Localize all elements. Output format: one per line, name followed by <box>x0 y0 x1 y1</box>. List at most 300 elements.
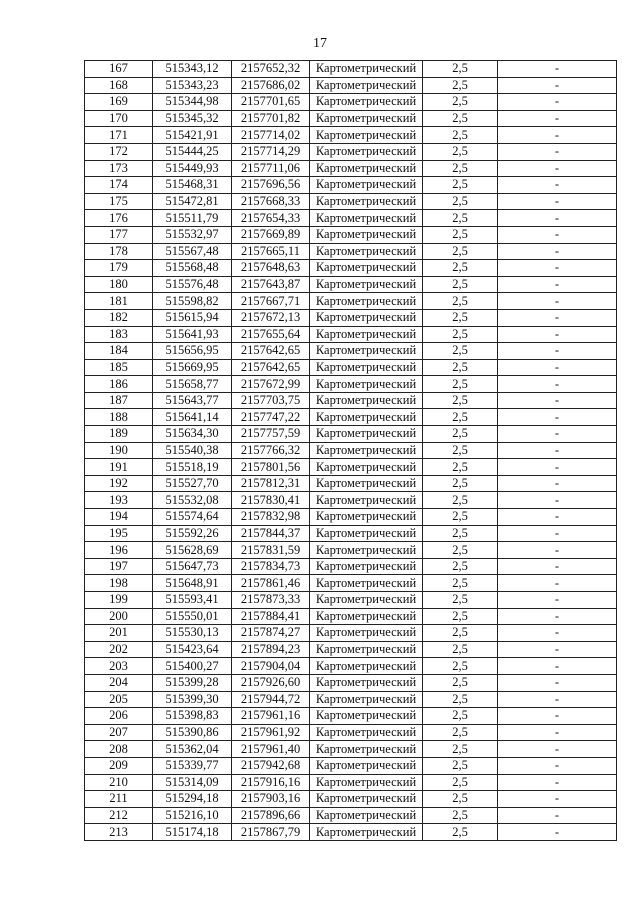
table-row <box>85 741 617 758</box>
method-cell: Картометрический <box>310 774 423 791</box>
table-row <box>85 61 617 78</box>
accuracy-cell: 2,5 <box>423 359 498 376</box>
table-row <box>85 210 617 227</box>
accuracy-cell: 2,5 <box>423 625 498 642</box>
accuracy-cell: 2,5 <box>423 674 498 691</box>
table-row <box>85 708 617 725</box>
x-coordinate-cell: 515399,30 <box>153 691 232 708</box>
y-coordinate-cell: 2157904,04 <box>232 658 310 675</box>
method-cell: Картометрический <box>310 509 423 526</box>
table-row <box>85 110 617 127</box>
description-cell: - <box>498 608 617 625</box>
accuracy-cell: 2,5 <box>423 509 498 526</box>
point-number-cell: 207 <box>85 724 153 741</box>
description-cell: - <box>498 127 617 144</box>
table-row <box>85 575 617 592</box>
table-row <box>85 492 617 509</box>
point-number-cell: 193 <box>85 492 153 509</box>
y-coordinate-cell: 2157701,65 <box>232 94 310 111</box>
y-coordinate-cell: 2157861,46 <box>232 575 310 592</box>
y-coordinate-cell: 2157642,65 <box>232 343 310 360</box>
description-cell: - <box>498 641 617 658</box>
y-coordinate-cell: 2157896,66 <box>232 807 310 824</box>
method-cell: Картометрический <box>310 409 423 426</box>
table-row <box>85 525 617 542</box>
point-number-cell: 194 <box>85 509 153 526</box>
accuracy-cell: 2,5 <box>423 741 498 758</box>
description-cell: - <box>498 592 617 609</box>
y-coordinate-cell: 2157669,89 <box>232 226 310 243</box>
x-coordinate-cell: 515421,91 <box>153 127 232 144</box>
y-coordinate-cell: 2157654,33 <box>232 210 310 227</box>
x-coordinate-cell: 515658,77 <box>153 376 232 393</box>
y-coordinate-cell: 2157672,99 <box>232 376 310 393</box>
table-row <box>85 127 617 144</box>
x-coordinate-cell: 515641,93 <box>153 326 232 343</box>
method-cell: Картометрический <box>310 359 423 376</box>
accuracy-cell: 2,5 <box>423 558 498 575</box>
accuracy-cell: 2,5 <box>423 475 498 492</box>
point-number-cell: 197 <box>85 558 153 575</box>
description-cell: - <box>498 77 617 94</box>
y-coordinate-cell: 2157655,64 <box>232 326 310 343</box>
accuracy-cell: 2,5 <box>423 774 498 791</box>
x-coordinate-cell: 515527,70 <box>153 475 232 492</box>
point-number-cell: 187 <box>85 392 153 409</box>
method-cell: Картометрический <box>310 193 423 210</box>
accuracy-cell: 2,5 <box>423 326 498 343</box>
y-coordinate-cell: 2157686,02 <box>232 77 310 94</box>
accuracy-cell: 2,5 <box>423 658 498 675</box>
point-number-cell: 173 <box>85 160 153 177</box>
point-number-cell: 170 <box>85 110 153 127</box>
description-cell: - <box>498 210 617 227</box>
x-coordinate-cell: 515628,69 <box>153 542 232 559</box>
point-number-cell: 184 <box>85 343 153 360</box>
table-row <box>85 409 617 426</box>
x-coordinate-cell: 515314,09 <box>153 774 232 791</box>
accuracy-cell: 2,5 <box>423 94 498 111</box>
point-number-cell: 172 <box>85 143 153 160</box>
y-coordinate-cell: 2157926,60 <box>232 674 310 691</box>
accuracy-cell: 2,5 <box>423 409 498 426</box>
y-coordinate-cell: 2157696,56 <box>232 177 310 194</box>
method-cell: Картометрический <box>310 77 423 94</box>
table-row <box>85 177 617 194</box>
accuracy-cell: 2,5 <box>423 376 498 393</box>
x-coordinate-cell: 515669,95 <box>153 359 232 376</box>
point-number-cell: 202 <box>85 641 153 658</box>
y-coordinate-cell: 2157942,68 <box>232 757 310 774</box>
method-cell: Картометрический <box>310 260 423 277</box>
y-coordinate-cell: 2157714,29 <box>232 143 310 160</box>
table-row <box>85 442 617 459</box>
coordinates-table <box>84 60 617 841</box>
point-number-cell: 209 <box>85 757 153 774</box>
y-coordinate-cell: 2157711,06 <box>232 160 310 177</box>
table-row <box>85 824 617 841</box>
table-row <box>85 376 617 393</box>
point-number-cell: 188 <box>85 409 153 426</box>
x-coordinate-cell: 515449,93 <box>153 160 232 177</box>
coordinates-table-body <box>85 61 617 841</box>
accuracy-cell: 2,5 <box>423 309 498 326</box>
table-row <box>85 558 617 575</box>
point-number-cell: 211 <box>85 791 153 808</box>
description-cell: - <box>498 791 617 808</box>
table-row <box>85 592 617 609</box>
y-coordinate-cell: 2157665,11 <box>232 243 310 260</box>
point-number-cell: 169 <box>85 94 153 111</box>
description-cell: - <box>498 558 617 575</box>
y-coordinate-cell: 2157834,73 <box>232 558 310 575</box>
point-number-cell: 201 <box>85 625 153 642</box>
point-number-cell: 175 <box>85 193 153 210</box>
accuracy-cell: 2,5 <box>423 127 498 144</box>
table-row <box>85 260 617 277</box>
x-coordinate-cell: 515568,48 <box>153 260 232 277</box>
y-coordinate-cell: 2157844,37 <box>232 525 310 542</box>
point-number-cell: 210 <box>85 774 153 791</box>
point-number-cell: 180 <box>85 276 153 293</box>
method-cell: Картометрический <box>310 791 423 808</box>
description-cell: - <box>498 260 617 277</box>
x-coordinate-cell: 515656,95 <box>153 343 232 360</box>
table-row <box>85 426 617 443</box>
description-cell: - <box>498 741 617 758</box>
method-cell: Картометрический <box>310 442 423 459</box>
description-cell: - <box>498 525 617 542</box>
table-row <box>85 459 617 476</box>
table-row <box>85 392 617 409</box>
description-cell: - <box>498 658 617 675</box>
point-number-cell: 189 <box>85 426 153 443</box>
accuracy-cell: 2,5 <box>423 757 498 774</box>
accuracy-cell: 2,5 <box>423 210 498 227</box>
accuracy-cell: 2,5 <box>423 160 498 177</box>
x-coordinate-cell: 515540,38 <box>153 442 232 459</box>
y-coordinate-cell: 2157832,98 <box>232 509 310 526</box>
accuracy-cell: 2,5 <box>423 177 498 194</box>
x-coordinate-cell: 515598,82 <box>153 293 232 310</box>
description-cell: - <box>498 61 617 78</box>
method-cell: Картометрический <box>310 674 423 691</box>
method-cell: Картометрический <box>310 177 423 194</box>
x-coordinate-cell: 515468,31 <box>153 177 232 194</box>
description-cell: - <box>498 459 617 476</box>
method-cell: Картометрический <box>310 724 423 741</box>
x-coordinate-cell: 515400,27 <box>153 658 232 675</box>
description-cell: - <box>498 509 617 526</box>
description-cell: - <box>498 276 617 293</box>
accuracy-cell: 2,5 <box>423 791 498 808</box>
description-cell: - <box>498 475 617 492</box>
accuracy-cell: 2,5 <box>423 343 498 360</box>
y-coordinate-cell: 2157801,56 <box>232 459 310 476</box>
x-coordinate-cell: 515615,94 <box>153 309 232 326</box>
table-row <box>85 160 617 177</box>
point-number-cell: 199 <box>85 592 153 609</box>
point-number-cell: 200 <box>85 608 153 625</box>
accuracy-cell: 2,5 <box>423 77 498 94</box>
point-number-cell: 171 <box>85 127 153 144</box>
method-cell: Картометрический <box>310 741 423 758</box>
point-number-cell: 190 <box>85 442 153 459</box>
method-cell: Картометрический <box>310 326 423 343</box>
point-number-cell: 179 <box>85 260 153 277</box>
method-cell: Картометрический <box>310 525 423 542</box>
x-coordinate-cell: 515567,48 <box>153 243 232 260</box>
point-number-cell: 208 <box>85 741 153 758</box>
accuracy-cell: 2,5 <box>423 193 498 210</box>
x-coordinate-cell: 515339,77 <box>153 757 232 774</box>
method-cell: Картометрический <box>310 110 423 127</box>
table-row <box>85 359 617 376</box>
description-cell: - <box>498 542 617 559</box>
method-cell: Картометрический <box>310 608 423 625</box>
table-row <box>85 475 617 492</box>
y-coordinate-cell: 2157703,75 <box>232 392 310 409</box>
x-coordinate-cell: 515643,77 <box>153 392 232 409</box>
accuracy-cell: 2,5 <box>423 724 498 741</box>
x-coordinate-cell: 515362,04 <box>153 741 232 758</box>
description-cell: - <box>498 177 617 194</box>
table-row <box>85 309 617 326</box>
method-cell: Картометрический <box>310 658 423 675</box>
point-number-cell: 177 <box>85 226 153 243</box>
accuracy-cell: 2,5 <box>423 608 498 625</box>
accuracy-cell: 2,5 <box>423 459 498 476</box>
method-cell: Картометрический <box>310 708 423 725</box>
method-cell: Картометрический <box>310 807 423 824</box>
point-number-cell: 203 <box>85 658 153 675</box>
point-number-cell: 205 <box>85 691 153 708</box>
point-number-cell: 183 <box>85 326 153 343</box>
description-cell: - <box>498 94 617 111</box>
x-coordinate-cell: 515343,12 <box>153 61 232 78</box>
point-number-cell: 182 <box>85 309 153 326</box>
method-cell: Картометрический <box>310 127 423 144</box>
table-row <box>85 757 617 774</box>
x-coordinate-cell: 515576,48 <box>153 276 232 293</box>
accuracy-cell: 2,5 <box>423 426 498 443</box>
y-coordinate-cell: 2157894,23 <box>232 641 310 658</box>
x-coordinate-cell: 515444,25 <box>153 143 232 160</box>
table-row <box>85 343 617 360</box>
method-cell: Картометрический <box>310 61 423 78</box>
method-cell: Картометрический <box>310 691 423 708</box>
point-number-cell: 185 <box>85 359 153 376</box>
table-row <box>85 791 617 808</box>
table-row <box>85 143 617 160</box>
description-cell: - <box>498 708 617 725</box>
point-number-cell: 204 <box>85 674 153 691</box>
page-number: 17 <box>313 36 327 51</box>
y-coordinate-cell: 2157648,63 <box>232 260 310 277</box>
x-coordinate-cell: 515518,19 <box>153 459 232 476</box>
table-row <box>85 276 617 293</box>
point-number-cell: 178 <box>85 243 153 260</box>
x-coordinate-cell: 515294,18 <box>153 791 232 808</box>
point-number-cell: 168 <box>85 77 153 94</box>
accuracy-cell: 2,5 <box>423 442 498 459</box>
accuracy-cell: 2,5 <box>423 110 498 127</box>
accuracy-cell: 2,5 <box>423 492 498 509</box>
accuracy-cell: 2,5 <box>423 824 498 841</box>
description-cell: - <box>498 824 617 841</box>
table-row <box>85 658 617 675</box>
point-number-cell: 195 <box>85 525 153 542</box>
accuracy-cell: 2,5 <box>423 226 498 243</box>
y-coordinate-cell: 2157867,79 <box>232 824 310 841</box>
method-cell: Картометрический <box>310 94 423 111</box>
y-coordinate-cell: 2157830,41 <box>232 492 310 509</box>
y-coordinate-cell: 2157831,59 <box>232 542 310 559</box>
table-row <box>85 193 617 210</box>
accuracy-cell: 2,5 <box>423 575 498 592</box>
accuracy-cell: 2,5 <box>423 708 498 725</box>
accuracy-cell: 2,5 <box>423 691 498 708</box>
x-coordinate-cell: 515647,73 <box>153 558 232 575</box>
method-cell: Картометрический <box>310 376 423 393</box>
method-cell: Картометрический <box>310 243 423 260</box>
description-cell: - <box>498 243 617 260</box>
table-row <box>85 226 617 243</box>
accuracy-cell: 2,5 <box>423 592 498 609</box>
x-coordinate-cell: 515532,08 <box>153 492 232 509</box>
x-coordinate-cell: 515216,10 <box>153 807 232 824</box>
method-cell: Картометрический <box>310 757 423 774</box>
accuracy-cell: 2,5 <box>423 276 498 293</box>
table-row <box>85 641 617 658</box>
description-cell: - <box>498 160 617 177</box>
description-cell: - <box>498 575 617 592</box>
description-cell: - <box>498 426 617 443</box>
y-coordinate-cell: 2157916,16 <box>232 774 310 791</box>
description-cell: - <box>498 774 617 791</box>
method-cell: Картометрический <box>310 226 423 243</box>
method-cell: Картометрический <box>310 276 423 293</box>
accuracy-cell: 2,5 <box>423 143 498 160</box>
x-coordinate-cell: 515550,01 <box>153 608 232 625</box>
x-coordinate-cell: 515399,28 <box>153 674 232 691</box>
point-number-cell: 186 <box>85 376 153 393</box>
accuracy-cell: 2,5 <box>423 392 498 409</box>
point-number-cell: 167 <box>85 61 153 78</box>
table-row <box>85 77 617 94</box>
point-number-cell: 192 <box>85 475 153 492</box>
y-coordinate-cell: 2157714,02 <box>232 127 310 144</box>
x-coordinate-cell: 515345,32 <box>153 110 232 127</box>
y-coordinate-cell: 2157747,22 <box>232 409 310 426</box>
y-coordinate-cell: 2157766,32 <box>232 442 310 459</box>
point-number-cell: 191 <box>85 459 153 476</box>
y-coordinate-cell: 2157812,31 <box>232 475 310 492</box>
y-coordinate-cell: 2157652,32 <box>232 61 310 78</box>
accuracy-cell: 2,5 <box>423 807 498 824</box>
y-coordinate-cell: 2157701,82 <box>232 110 310 127</box>
accuracy-cell: 2,5 <box>423 293 498 310</box>
method-cell: Картометрический <box>310 542 423 559</box>
table-row <box>85 94 617 111</box>
x-coordinate-cell: 515472,81 <box>153 193 232 210</box>
x-coordinate-cell: 515592,26 <box>153 525 232 542</box>
description-cell: - <box>498 143 617 160</box>
method-cell: Картометрический <box>310 343 423 360</box>
description-cell: - <box>498 724 617 741</box>
method-cell: Картометрический <box>310 392 423 409</box>
y-coordinate-cell: 2157944,72 <box>232 691 310 708</box>
description-cell: - <box>498 343 617 360</box>
description-cell: - <box>498 309 617 326</box>
description-cell: - <box>498 359 617 376</box>
table-row <box>85 774 617 791</box>
y-coordinate-cell: 2157668,33 <box>232 193 310 210</box>
x-coordinate-cell: 515423,64 <box>153 641 232 658</box>
y-coordinate-cell: 2157757,59 <box>232 426 310 443</box>
y-coordinate-cell: 2157903,16 <box>232 791 310 808</box>
y-coordinate-cell: 2157667,71 <box>232 293 310 310</box>
method-cell: Картометрический <box>310 625 423 642</box>
description-cell: - <box>498 757 617 774</box>
x-coordinate-cell: 515343,23 <box>153 77 232 94</box>
x-coordinate-cell: 515390,86 <box>153 724 232 741</box>
x-coordinate-cell: 515641,14 <box>153 409 232 426</box>
y-coordinate-cell: 2157672,13 <box>232 309 310 326</box>
x-coordinate-cell: 515648,91 <box>153 575 232 592</box>
table-row <box>85 326 617 343</box>
y-coordinate-cell: 2157961,92 <box>232 724 310 741</box>
x-coordinate-cell: 515574,64 <box>153 509 232 526</box>
point-number-cell: 176 <box>85 210 153 227</box>
x-coordinate-cell: 515344,98 <box>153 94 232 111</box>
point-number-cell: 212 <box>85 807 153 824</box>
description-cell: - <box>498 674 617 691</box>
method-cell: Картометрический <box>310 641 423 658</box>
table-row <box>85 691 617 708</box>
x-coordinate-cell: 515511,79 <box>153 210 232 227</box>
description-cell: - <box>498 110 617 127</box>
y-coordinate-cell: 2157884,41 <box>232 608 310 625</box>
description-cell: - <box>498 193 617 210</box>
x-coordinate-cell: 515174,18 <box>153 824 232 841</box>
accuracy-cell: 2,5 <box>423 61 498 78</box>
method-cell: Картометрический <box>310 575 423 592</box>
description-cell: - <box>498 442 617 459</box>
y-coordinate-cell: 2157642,65 <box>232 359 310 376</box>
method-cell: Картометрический <box>310 459 423 476</box>
description-cell: - <box>498 392 617 409</box>
point-number-cell: 174 <box>85 177 153 194</box>
table-row <box>85 625 617 642</box>
description-cell: - <box>498 293 617 310</box>
accuracy-cell: 2,5 <box>423 641 498 658</box>
description-cell: - <box>498 409 617 426</box>
y-coordinate-cell: 2157873,33 <box>232 592 310 609</box>
method-cell: Картометрический <box>310 426 423 443</box>
method-cell: Картометрический <box>310 558 423 575</box>
description-cell: - <box>498 807 617 824</box>
table-row <box>85 243 617 260</box>
method-cell: Картометрический <box>310 293 423 310</box>
x-coordinate-cell: 515398,83 <box>153 708 232 725</box>
table-row <box>85 293 617 310</box>
x-coordinate-cell: 515532,97 <box>153 226 232 243</box>
point-number-cell: 206 <box>85 708 153 725</box>
method-cell: Картометрический <box>310 492 423 509</box>
description-cell: - <box>498 625 617 642</box>
description-cell: - <box>498 376 617 393</box>
